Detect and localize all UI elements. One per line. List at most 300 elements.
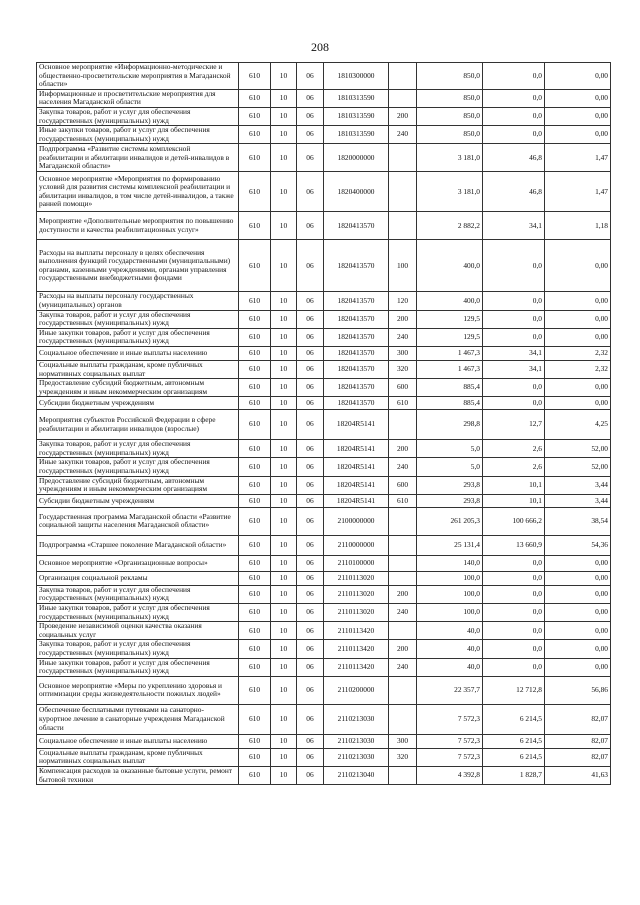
target-article-code: 1820000000 — [324, 144, 389, 172]
executed-amount: 0,0 — [483, 63, 545, 90]
execution-percent: 1,18 — [545, 212, 611, 240]
execution-percent: 82,07 — [545, 748, 611, 766]
executed-amount: 34,1 — [483, 360, 545, 378]
table-row — [37, 704, 611, 734]
executed-amount: 0,0 — [483, 328, 545, 346]
ministry-code: 610 — [239, 766, 271, 784]
section-code: 10 — [271, 734, 297, 748]
page-number: 208 — [311, 40, 329, 54]
expense-type-code: 200 — [389, 440, 417, 458]
row-name: Подпрограмма «Развитие системы комплексной реабилитации и абилитации инвалидов и детей-инвалидов в Магаданской области» — [37, 144, 239, 172]
row-name: Закупка товаров, работ и услуг для обеспечения государственных (муниципальных) нужд — [37, 585, 239, 603]
ministry-code: 610 — [239, 658, 271, 676]
section-code: 10 — [271, 604, 297, 622]
section-code: 10 — [271, 704, 297, 734]
subsection-code: 06 — [297, 585, 324, 603]
execution-percent: 0,00 — [545, 379, 611, 397]
planned-amount: 885,4 — [417, 379, 483, 397]
ministry-code: 610 — [239, 107, 271, 125]
expense-type-code: 100 — [389, 240, 417, 292]
target-article-code: 1820413570 — [324, 292, 389, 310]
expense-type-code: 200 — [389, 310, 417, 328]
ministry-code: 610 — [239, 676, 271, 704]
expense-type-code — [389, 63, 417, 90]
ministry-code: 610 — [239, 292, 271, 310]
execution-percent: 1,47 — [545, 144, 611, 172]
execution-percent: 2,32 — [545, 360, 611, 378]
section-code: 10 — [271, 379, 297, 397]
executed-amount: 0,0 — [483, 604, 545, 622]
subsection-code: 06 — [297, 144, 324, 172]
subsection-code: 06 — [297, 410, 324, 440]
executed-amount: 6 214,5 — [483, 734, 545, 748]
target-article-code: 2110100000 — [324, 555, 389, 571]
ministry-code: 610 — [239, 397, 271, 410]
executed-amount: 0,0 — [483, 292, 545, 310]
planned-amount: 3 181,0 — [417, 172, 483, 212]
execution-percent: 56,86 — [545, 676, 611, 704]
row-name: Основное мероприятие «Мероприятия по формированию условий для развития системы комплексной реабилитации и абилитации инвалидов, в том числе детей-инвалидов, а также ранней помощи» — [37, 172, 239, 212]
planned-amount: 7 572,3 — [417, 734, 483, 748]
executed-amount: 0,0 — [483, 571, 545, 585]
execution-percent: 0,00 — [545, 107, 611, 125]
row-name: Закупка товаров, работ и услуг для обеспечения государственных (муниципальных) нужд — [37, 310, 239, 328]
row-name: Предоставление субсидий бюджетным, автономным учреждениям и иным некоммерческим организациям — [37, 379, 239, 397]
table-row — [37, 555, 611, 571]
target-article-code: 18204R5141 — [324, 494, 389, 507]
ministry-code: 610 — [239, 63, 271, 90]
target-article-code: 2110000000 — [324, 535, 389, 555]
table-row — [37, 676, 611, 704]
ministry-code: 610 — [239, 748, 271, 766]
planned-amount: 100,0 — [417, 604, 483, 622]
planned-amount: 140,0 — [417, 555, 483, 571]
execution-percent: 82,07 — [545, 704, 611, 734]
ministry-code: 610 — [239, 734, 271, 748]
target-article-code: 1820413570 — [324, 240, 389, 292]
expense-type-code — [389, 410, 417, 440]
subsection-code: 06 — [297, 63, 324, 90]
executed-amount: 10,1 — [483, 476, 545, 494]
planned-amount: 1 467,3 — [417, 360, 483, 378]
section-code: 10 — [271, 63, 297, 90]
target-article-code: 1810300000 — [324, 63, 389, 90]
expense-type-code — [389, 766, 417, 784]
planned-amount: 129,5 — [417, 310, 483, 328]
subsection-code: 06 — [297, 604, 324, 622]
row-name: Социальные выплаты гражданам, кроме публичных нормативных социальных выплат — [37, 748, 239, 766]
section-code: 10 — [271, 126, 297, 144]
row-name: Основное мероприятие «Меры по укреплению здоровья и оптимизации среды жизнедеятельности пожилых людей» — [37, 676, 239, 704]
target-article-code: 1820400000 — [324, 172, 389, 212]
expense-type-code: 600 — [389, 476, 417, 494]
row-name: Государственная программа Магаданской области «Развитие социальной защиты населения Магаданской области» — [37, 507, 239, 535]
ministry-code: 610 — [239, 571, 271, 585]
section-code: 10 — [271, 766, 297, 784]
executed-amount: 46,8 — [483, 144, 545, 172]
target-article-code: 2110113020 — [324, 604, 389, 622]
ministry-code: 610 — [239, 704, 271, 734]
subsection-code: 06 — [297, 360, 324, 378]
row-name: Компенсация расходов за оказанные бытовые услуги, ремонт бытовой техники — [37, 766, 239, 784]
ministry-code: 610 — [239, 535, 271, 555]
planned-amount: 100,0 — [417, 585, 483, 603]
executed-amount: 0,0 — [483, 379, 545, 397]
expense-type-code: 240 — [389, 126, 417, 144]
subsection-code: 06 — [297, 440, 324, 458]
execution-percent: 0,00 — [545, 604, 611, 622]
ministry-code: 610 — [239, 89, 271, 107]
planned-amount: 400,0 — [417, 240, 483, 292]
target-article-code: 2110213030 — [324, 748, 389, 766]
execution-percent: 52,00 — [545, 440, 611, 458]
execution-percent: 0,00 — [545, 292, 611, 310]
executed-amount: 12,7 — [483, 410, 545, 440]
section-code: 10 — [271, 89, 297, 107]
executed-amount: 0,0 — [483, 126, 545, 144]
subsection-code: 06 — [297, 379, 324, 397]
row-name: Субсидии бюджетным учреждениям — [37, 397, 239, 410]
planned-amount: 22 357,7 — [417, 676, 483, 704]
section-code: 10 — [271, 494, 297, 507]
row-name: Основное мероприятие «Информационно-методические и общественно-просветительские мероприятия в Магаданской области» — [37, 63, 239, 90]
subsection-code: 06 — [297, 107, 324, 125]
section-code: 10 — [271, 535, 297, 555]
expense-type-code — [389, 172, 417, 212]
subsection-code: 06 — [297, 397, 324, 410]
ministry-code: 610 — [239, 410, 271, 440]
executed-amount: 0,0 — [483, 622, 545, 640]
executed-amount: 10,1 — [483, 494, 545, 507]
target-article-code: 2110113420 — [324, 622, 389, 640]
target-article-code: 2110213040 — [324, 766, 389, 784]
target-article-code: 2110213030 — [324, 704, 389, 734]
ministry-code: 610 — [239, 494, 271, 507]
planned-amount: 7 572,3 — [417, 748, 483, 766]
table-row — [37, 144, 611, 172]
ministry-code: 610 — [239, 458, 271, 476]
ministry-code: 610 — [239, 507, 271, 535]
ministry-code: 610 — [239, 476, 271, 494]
expense-type-code — [389, 622, 417, 640]
row-name: Иные закупки товаров, работ и услуг для обеспечения государственных (муниципальных) нужд — [37, 604, 239, 622]
table-row — [37, 494, 611, 507]
row-name: Обеспечение бесплатными путевками на санаторно-курортное лечение в санаторные учреждения Магаданской области — [37, 704, 239, 734]
execution-percent: 0,00 — [545, 571, 611, 585]
expense-type-code: 300 — [389, 734, 417, 748]
row-name: Предоставление субсидий бюджетным, автономным учреждениям и иным некоммерческим организациям — [37, 476, 239, 494]
table-row — [37, 571, 611, 585]
table-row — [37, 172, 611, 212]
execution-percent: 2,32 — [545, 346, 611, 360]
target-article-code: 1820413570 — [324, 212, 389, 240]
executed-amount: 6 214,5 — [483, 748, 545, 766]
table-row — [37, 410, 611, 440]
subsection-code: 06 — [297, 476, 324, 494]
execution-percent: 0,00 — [545, 658, 611, 676]
section-code: 10 — [271, 172, 297, 212]
target-article-code: 1820413570 — [324, 397, 389, 410]
expense-type-code: 600 — [389, 379, 417, 397]
table-row — [37, 585, 611, 603]
planned-amount: 293,8 — [417, 494, 483, 507]
section-code: 10 — [271, 144, 297, 172]
execution-percent: 38,54 — [545, 507, 611, 535]
table-row — [37, 328, 611, 346]
executed-amount: 0,0 — [483, 107, 545, 125]
table-row — [37, 63, 611, 90]
section-code: 10 — [271, 212, 297, 240]
row-name: Проведение независимой оценки качества оказания социальных услуг — [37, 622, 239, 640]
target-article-code: 2110113420 — [324, 658, 389, 676]
ministry-code: 610 — [239, 240, 271, 292]
expense-type-code: 240 — [389, 328, 417, 346]
planned-amount: 850,0 — [417, 126, 483, 144]
table-row — [37, 604, 611, 622]
executed-amount: 0,0 — [483, 397, 545, 410]
table-row — [37, 240, 611, 292]
table-row — [37, 89, 611, 107]
execution-percent: 0,00 — [545, 63, 611, 90]
execution-percent: 82,07 — [545, 734, 611, 748]
expense-type-code: 200 — [389, 640, 417, 658]
planned-amount: 850,0 — [417, 63, 483, 90]
target-article-code: 18204R5141 — [324, 440, 389, 458]
row-name: Информационные и просветительские мероприятия для населения Магаданской области — [37, 89, 239, 107]
table-row — [37, 360, 611, 378]
target-article-code: 18204R5141 — [324, 410, 389, 440]
subsection-code: 06 — [297, 734, 324, 748]
execution-percent: 0,00 — [545, 328, 611, 346]
row-name: Социальное обеспечение и иные выплаты населению — [37, 346, 239, 360]
expense-type-code: 240 — [389, 604, 417, 622]
budget-table-body — [37, 63, 611, 785]
table-row — [37, 535, 611, 555]
execution-percent: 52,00 — [545, 458, 611, 476]
subsection-code: 06 — [297, 571, 324, 585]
executed-amount: 0,0 — [483, 640, 545, 658]
planned-amount: 40,0 — [417, 622, 483, 640]
execution-percent: 3,44 — [545, 494, 611, 507]
execution-percent: 4,25 — [545, 410, 611, 440]
ministry-code: 610 — [239, 585, 271, 603]
target-article-code: 1820413570 — [324, 346, 389, 360]
ministry-code: 610 — [239, 310, 271, 328]
subsection-code: 06 — [297, 292, 324, 310]
section-code: 10 — [271, 328, 297, 346]
subsection-code: 06 — [297, 622, 324, 640]
target-article-code: 2110113020 — [324, 571, 389, 585]
row-name: Мероприятие «Дополнительные мероприятия по повышению доступности и качества реабилитационных услуг» — [37, 212, 239, 240]
section-code: 10 — [271, 397, 297, 410]
execution-percent: 0,00 — [545, 397, 611, 410]
section-code: 10 — [271, 292, 297, 310]
expense-type-code: 320 — [389, 748, 417, 766]
executed-amount: 0,0 — [483, 89, 545, 107]
ministry-code: 610 — [239, 212, 271, 240]
table-row — [37, 126, 611, 144]
subsection-code: 06 — [297, 126, 324, 144]
executed-amount: 12 712,8 — [483, 676, 545, 704]
ministry-code: 610 — [239, 440, 271, 458]
table-row — [37, 310, 611, 328]
subsection-code: 06 — [297, 555, 324, 571]
target-article-code: 1820413570 — [324, 360, 389, 378]
expense-type-code: 320 — [389, 360, 417, 378]
expense-type-code — [389, 535, 417, 555]
target-article-code: 2110213030 — [324, 734, 389, 748]
table-row — [37, 734, 611, 748]
planned-amount: 5,0 — [417, 440, 483, 458]
planned-amount: 4 392,8 — [417, 766, 483, 784]
section-code: 10 — [271, 310, 297, 328]
subsection-code: 06 — [297, 748, 324, 766]
planned-amount: 5,0 — [417, 458, 483, 476]
ministry-code: 610 — [239, 604, 271, 622]
table-row — [37, 440, 611, 458]
subsection-code: 06 — [297, 328, 324, 346]
row-name: Закупка товаров, работ и услуг для обеспечения государственных (муниципальных) нужд — [37, 640, 239, 658]
section-code: 10 — [271, 658, 297, 676]
table-row — [37, 622, 611, 640]
execution-percent: 54,36 — [545, 535, 611, 555]
subsection-code: 06 — [297, 89, 324, 107]
target-article-code: 1810313590 — [324, 89, 389, 107]
table-row — [37, 379, 611, 397]
executed-amount: 0,0 — [483, 555, 545, 571]
planned-amount: 885,4 — [417, 397, 483, 410]
subsection-code: 06 — [297, 535, 324, 555]
planned-amount: 1 467,3 — [417, 346, 483, 360]
expense-type-code: 300 — [389, 346, 417, 360]
planned-amount: 2 882,2 — [417, 212, 483, 240]
section-code: 10 — [271, 476, 297, 494]
table-row — [37, 397, 611, 410]
row-name: Социальные выплаты гражданам, кроме публичных нормативных социальных выплат — [37, 360, 239, 378]
expense-type-code: 240 — [389, 658, 417, 676]
planned-amount: 293,8 — [417, 476, 483, 494]
target-article-code: 2110200000 — [324, 676, 389, 704]
planned-amount: 7 572,3 — [417, 704, 483, 734]
execution-percent: 3,44 — [545, 476, 611, 494]
target-article-code: 18204R5141 — [324, 458, 389, 476]
expense-type-code: 610 — [389, 494, 417, 507]
expense-type-code — [389, 555, 417, 571]
table-row — [37, 658, 611, 676]
table-row — [37, 346, 611, 360]
table-row — [37, 212, 611, 240]
executed-amount: 0,0 — [483, 658, 545, 676]
section-code: 10 — [271, 240, 297, 292]
expense-type-code: 120 — [389, 292, 417, 310]
subsection-code: 06 — [297, 494, 324, 507]
row-name: Субсидии бюджетным учреждениям — [37, 494, 239, 507]
subsection-code: 06 — [297, 676, 324, 704]
execution-percent: 0,00 — [545, 622, 611, 640]
execution-percent: 0,00 — [545, 240, 611, 292]
subsection-code: 06 — [297, 172, 324, 212]
row-name: Основное мероприятие «Организационные вопросы» — [37, 555, 239, 571]
row-name: Закупка товаров, работ и услуг для обеспечения государственных (муниципальных) нужд — [37, 440, 239, 458]
executed-amount: 1 828,7 — [483, 766, 545, 784]
target-article-code: 1810313590 — [324, 126, 389, 144]
subsection-code: 06 — [297, 346, 324, 360]
table-row — [37, 640, 611, 658]
table-row — [37, 766, 611, 784]
section-code: 10 — [271, 360, 297, 378]
section-code: 10 — [271, 458, 297, 476]
expense-type-code: 240 — [389, 458, 417, 476]
target-article-code: 18204R5141 — [324, 476, 389, 494]
expense-type-code — [389, 212, 417, 240]
planned-amount: 850,0 — [417, 89, 483, 107]
execution-percent: 1,47 — [545, 172, 611, 212]
planned-amount: 100,0 — [417, 571, 483, 585]
section-code: 10 — [271, 585, 297, 603]
subsection-code: 06 — [297, 310, 324, 328]
table-row — [37, 458, 611, 476]
planned-amount: 261 205,3 — [417, 507, 483, 535]
row-name: Подпрограмма «Старшее поколение Магаданской области» — [37, 535, 239, 555]
ministry-code: 610 — [239, 172, 271, 212]
planned-amount: 298,8 — [417, 410, 483, 440]
executed-amount: 2,6 — [483, 458, 545, 476]
row-name: Расходы на выплаты персоналу в целях обеспечения выполнения функций государственными (муниципальными) органами, казенными учреждениями, органами управления государственными внебюджетными фондами — [37, 240, 239, 292]
executed-amount: 46,8 — [483, 172, 545, 212]
row-name: Расходы на выплаты персоналу государственных (муниципальных) органов — [37, 292, 239, 310]
ministry-code: 610 — [239, 379, 271, 397]
ministry-code: 610 — [239, 328, 271, 346]
target-article-code: 1820413570 — [324, 328, 389, 346]
section-code: 10 — [271, 555, 297, 571]
expense-type-code: 200 — [389, 585, 417, 603]
section-code: 10 — [271, 571, 297, 585]
execution-percent: 0,00 — [545, 89, 611, 107]
section-code: 10 — [271, 676, 297, 704]
expense-type-code — [389, 144, 417, 172]
table-row — [37, 292, 611, 310]
target-article-code: 2110113020 — [324, 585, 389, 603]
target-article-code: 1810313590 — [324, 107, 389, 125]
executed-amount: 6 214,5 — [483, 704, 545, 734]
expense-type-code — [389, 89, 417, 107]
row-name: Иные закупки товаров, работ и услуг для обеспечения государственных (муниципальных) нужд — [37, 658, 239, 676]
ministry-code: 610 — [239, 360, 271, 378]
expense-type-code — [389, 571, 417, 585]
execution-percent: 41,63 — [545, 766, 611, 784]
section-code: 10 — [271, 622, 297, 640]
target-article-code: 2110113420 — [324, 640, 389, 658]
execution-percent: 0,00 — [545, 585, 611, 603]
budget-table — [36, 62, 611, 785]
executed-amount: 0,0 — [483, 240, 545, 292]
executed-amount: 34,1 — [483, 346, 545, 360]
row-name: Закупка товаров, работ и услуг для обеспечения государственных (муниципальных) нужд — [37, 107, 239, 125]
section-code: 10 — [271, 440, 297, 458]
ministry-code: 610 — [239, 346, 271, 360]
ministry-code: 610 — [239, 640, 271, 658]
planned-amount: 129,5 — [417, 328, 483, 346]
execution-percent: 0,00 — [545, 310, 611, 328]
section-code: 10 — [271, 346, 297, 360]
row-name: Организация социальной рекламы — [37, 571, 239, 585]
executed-amount: 0,0 — [483, 585, 545, 603]
ministry-code: 610 — [239, 144, 271, 172]
table-row — [37, 476, 611, 494]
table-row — [37, 748, 611, 766]
executed-amount: 2,6 — [483, 440, 545, 458]
row-name: Социальное обеспечение и иные выплаты населению — [37, 734, 239, 748]
